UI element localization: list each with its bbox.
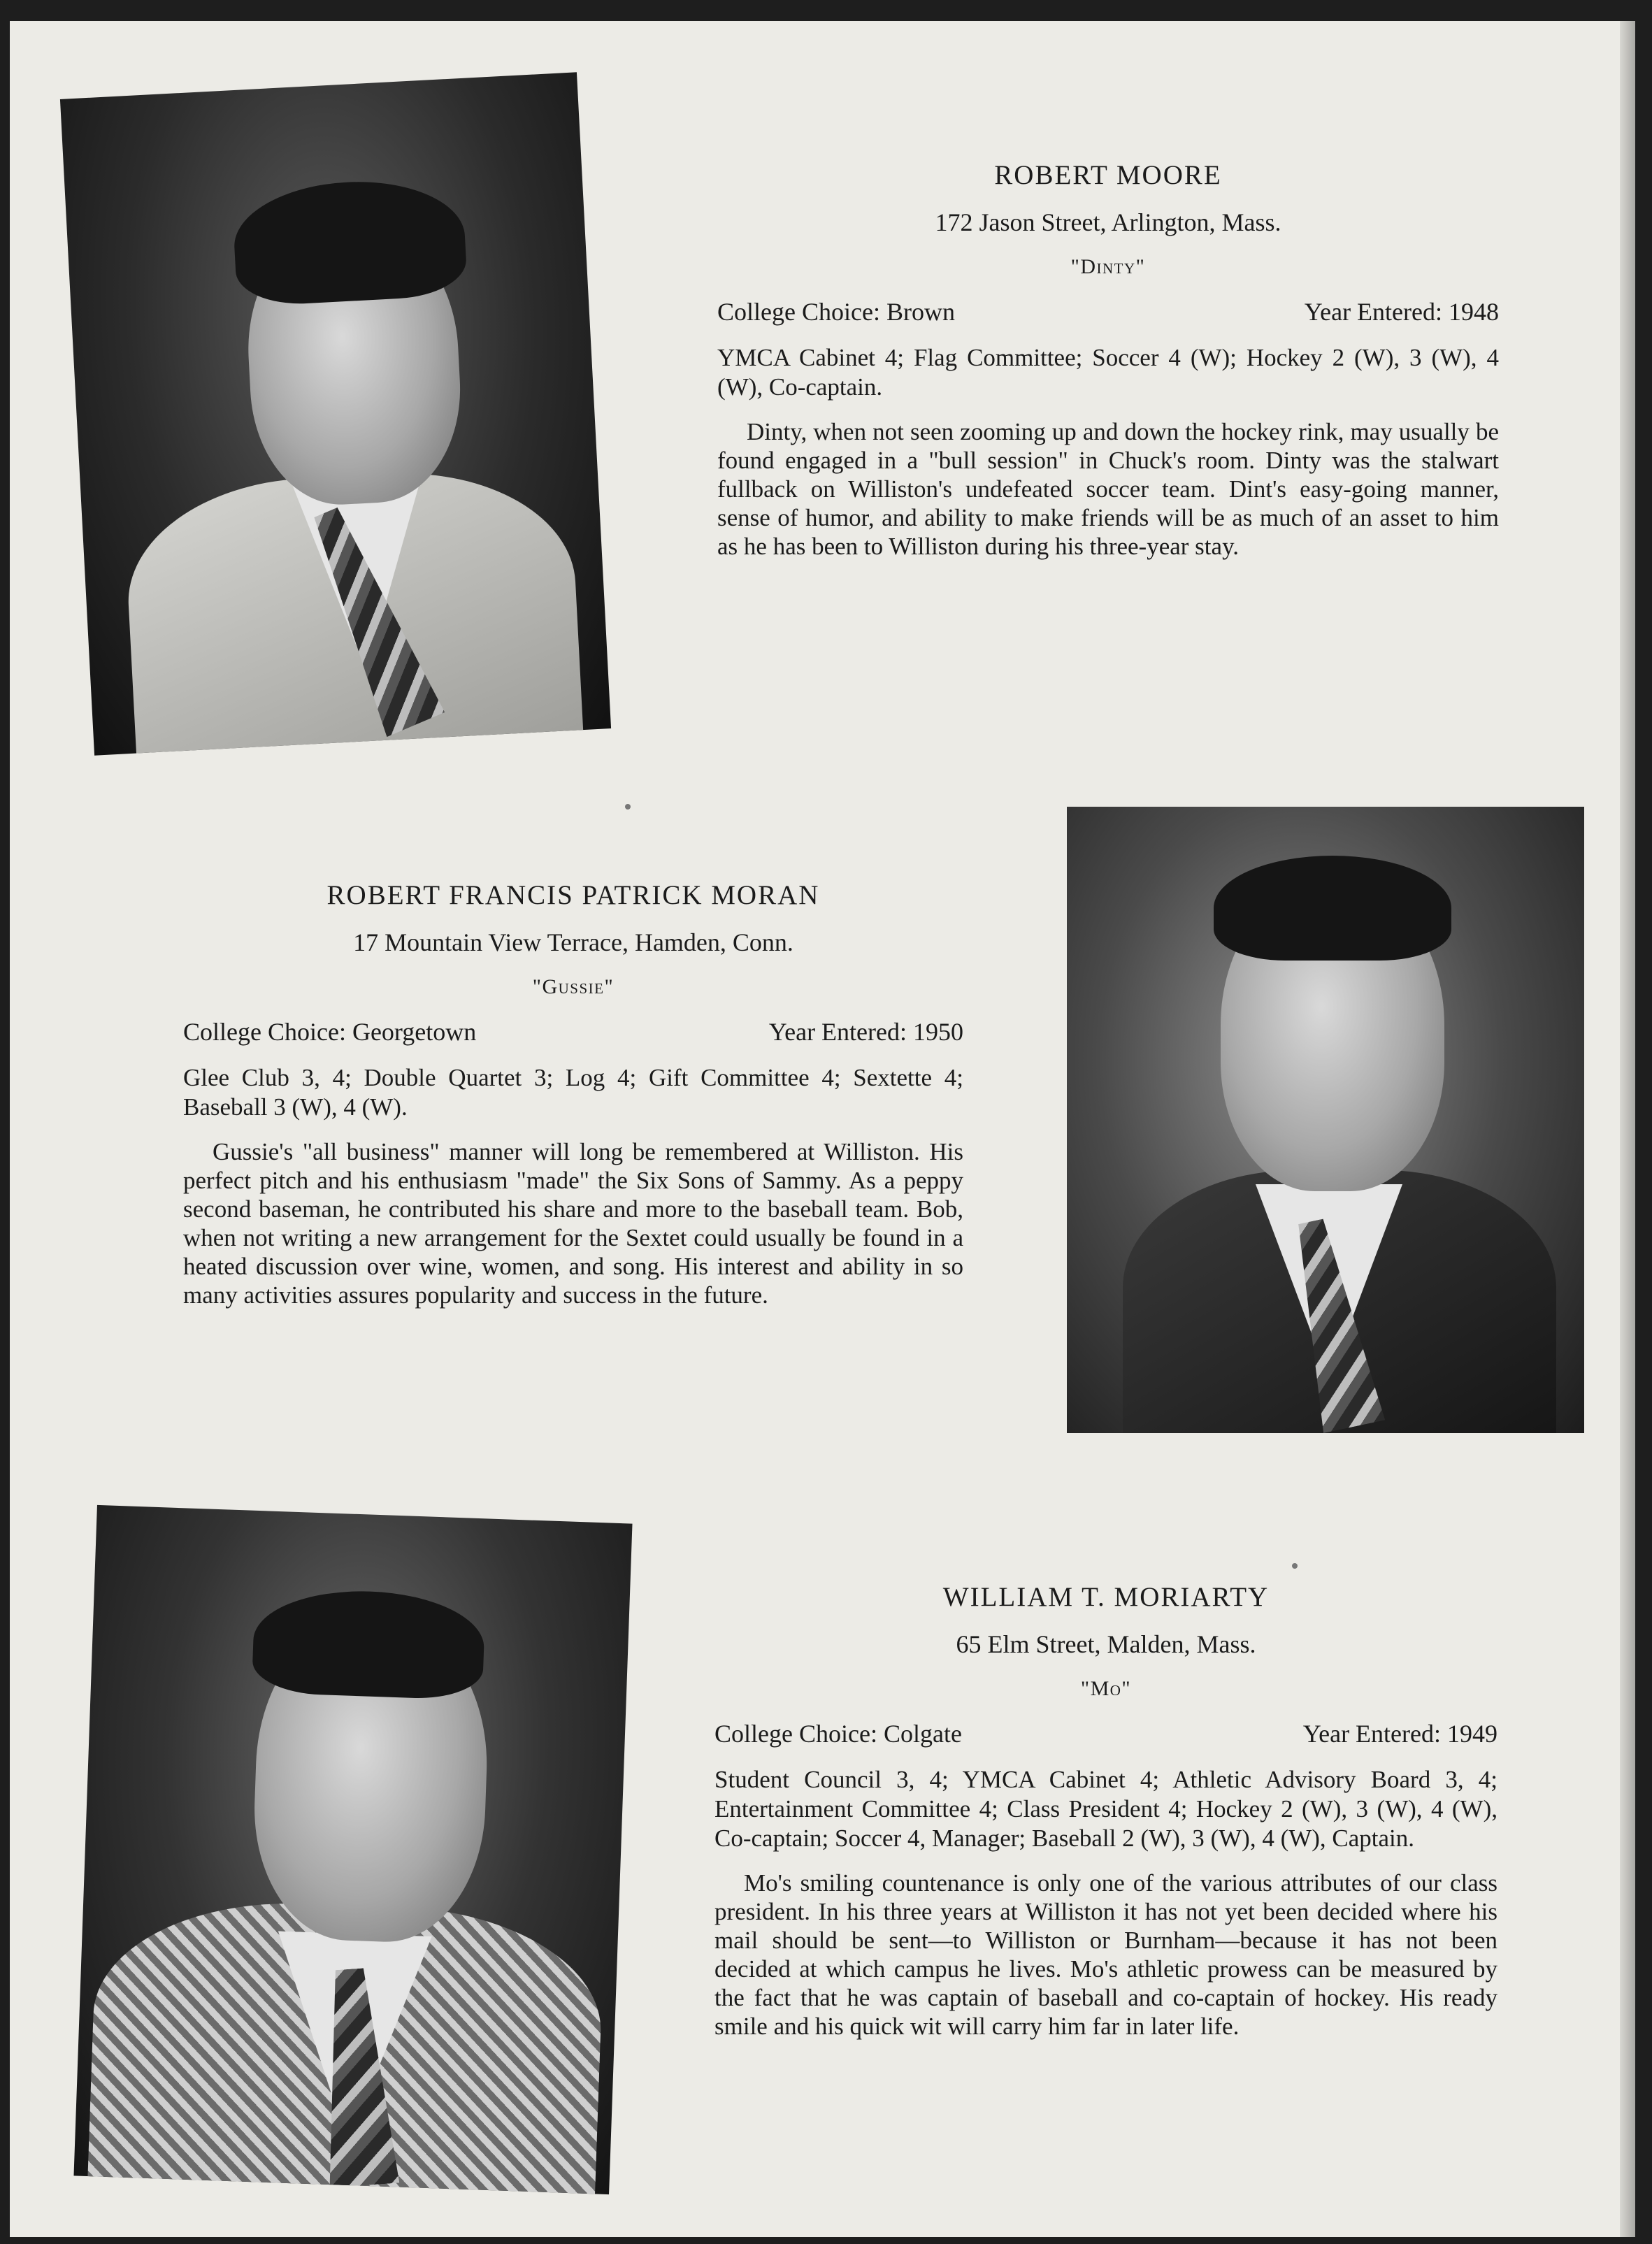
ink-speck: [625, 804, 631, 810]
year-entered: Year Entered: 1948: [1304, 298, 1499, 326]
portrait-photo-robert-moore: [60, 72, 611, 755]
year-entered: Year Entered: 1949: [1302, 1720, 1497, 1748]
student-bio: Mo's smiling countenance is only one of the various attributes of our class president. In his three years at Williston it has not yet been decided where his mail should be sent—to Williston or Burnham—because it has not been decided at which campus he lives. Mo's athletic prowess can be measured by the fact that he was captain of baseball and co-captain of hockey. His ready smile and his quick wit will carry him far in later life.: [714, 1869, 1497, 2040]
student-nickname: "Gussie": [532, 975, 615, 998]
student-nickname: "Mo": [1080, 1677, 1132, 1700]
portrait-photo-william-moriarty: [73, 1505, 632, 2194]
student-address: 17 Mountain View Terrace, Hamden, Conn.: [353, 928, 793, 956]
student-address: 172 Jason Street, Arlington, Mass.: [935, 208, 1281, 236]
portrait-photo-robert-moran: [1067, 807, 1584, 1433]
yearbook-page: [10, 21, 1635, 2237]
student-name: ROBERT MOORE: [994, 160, 1222, 190]
student-address: 65 Elm Street, Malden, Mass.: [956, 1630, 1256, 1658]
college-choice: College Choice: Brown: [717, 298, 955, 326]
student-activities: Student Council 3, 4; YMCA Cabinet 4; Athletic Advisory Board 3, 4; Entertainment Committee 4; Class President 4; Hockey 2 (W), 3 (W), 4 (W), Co-captain; Soccer 4, Manager; Baseball 2 (W), 3 (W), 4 (W), Captain.: [714, 1766, 1497, 1852]
college-choice: College Choice: Colgate: [714, 1720, 962, 1748]
meta-row: [183, 1017, 963, 1047]
student-nickname: "Dinty": [1070, 255, 1146, 278]
college-choice: College Choice: Georgetown: [183, 1018, 477, 1046]
entry-robert-moran: [183, 879, 963, 1309]
meta-row: [717, 297, 1499, 326]
student-bio: Gussie's "all business" manner will long be remembered at Williston. His perfect pitch and his enthusiasm "made" the Six Sons of Sammy. As a peppy second baseman, he contributed his share and more to the baseball team. Bob, when not writing a new arrangement for the Sextet could usually be found in a heated discussion over wine, women, and song. His interest and ability in so many activities assures popularity and success in the future.: [183, 1138, 963, 1309]
page-gutter: [1620, 21, 1635, 2237]
student-activities: YMCA Cabinet 4; Flag Committee; Soccer 4 (W); Hockey 2 (W), 3 (W), 4 (W), Co-captain.: [717, 344, 1499, 401]
entry-william-moriarty: [714, 1581, 1497, 2041]
student-name: WILLIAM T. MORIARTY: [942, 1582, 1270, 1612]
student-bio: Dinty, when not seen zooming up and down the hockey rink, may usually be found engaged in a "bull session" in Chuck's room. Dinty was the stalwart fullback on Williston's undefeated soccer team. Dint's easy-going manner, sense of humor, and ability to make friends will be as much of an asset to him as he has been to Williston during his three-year stay.: [717, 418, 1499, 560]
year-entered: Year Entered: 1950: [768, 1018, 963, 1046]
student-name: ROBERT FRANCIS PATRICK MORAN: [326, 880, 820, 910]
ink-speck: [1292, 1563, 1298, 1569]
student-activities: Glee Club 3, 4; Double Quartet 3; Log 4; Gift Committee 4; Sextette 4; Baseball 3 (W), 4 (W).: [183, 1064, 963, 1121]
meta-row: [714, 1719, 1497, 1748]
entry-robert-moore: [717, 159, 1499, 561]
